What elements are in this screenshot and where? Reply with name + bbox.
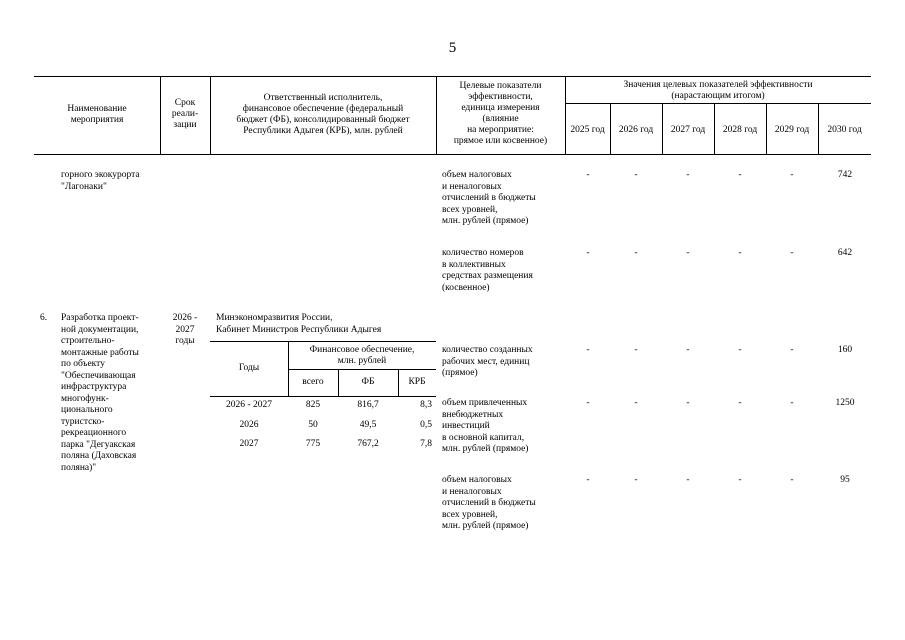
cont-name: горного экокурорта "Лагонаки" — [61, 170, 140, 192]
row6-number: 6. — [40, 313, 48, 323]
finance-col-fb: ФБ — [361, 377, 375, 387]
page-number: 5 — [448, 40, 457, 56]
header-year-2029: 2029 год — [774, 125, 810, 135]
row6-indicator-2: объем привлеченных внебюджетных инвестиций в основной капитал, млн. рублей (прямое) — [442, 398, 529, 454]
header-year-2028: 2028 год — [722, 125, 758, 135]
header-executor: Ответственный исполнитель, финансовое обеспечение (федеральный бюджет (ФБ), консолидированный бюджет Республики Адыгея (КРБ), млн. рублей — [236, 93, 410, 136]
row6-term: 2026 - 2027 годы — [172, 313, 198, 346]
row6-name: Разработка проект- ной документации, строительно- монтажные работы по объекту "Обеспечивающая инфраструктура многофунк- ционального туристско- рекреационного парка "Дегуакская поляна (Даховская поляна)" — [61, 313, 139, 473]
finance-col-krb: КРБ — [408, 377, 426, 387]
row6-indicator-1: количество созданных рабочих мест, единиц (прямое) — [442, 345, 533, 378]
row6-indicator-3: объем налоговых и неналоговых отчислений в бюджеты всех уровней, млн. рублей (прямое) — [442, 475, 536, 531]
finance-col-group: Финансовое обеспечение, млн. рублей — [309, 345, 415, 366]
header-indicators: Целевые показатели эффективности, единица измерения (влияние на мероприятие: прямое или косвенное) — [453, 81, 548, 146]
header-name: Наименование мероприятия — [67, 104, 127, 125]
finance-col-years: Годы — [238, 363, 260, 373]
header-term: Срок реали- зации — [171, 98, 199, 130]
header-year-2026: 2026 год — [618, 125, 654, 135]
header-year-2030: 2030 год — [827, 125, 862, 135]
cont-indicator-2: количество номеров в коллективных средствах размещения (косвенное) — [442, 248, 533, 293]
header-values-group: Значения целевых показателей эффективности (нарастающим итогом) — [623, 80, 813, 101]
header-year-2025: 2025 год — [570, 125, 605, 135]
row6-executor: Минэкономразвития России, Кабинет Министров Республики Адыгея — [216, 313, 382, 335]
cont-indicator-1: объем налоговых и неналоговых отчислений в бюджеты всех уровней, млн. рублей (прямое) — [442, 170, 536, 226]
header-year-2027: 2027 год — [670, 125, 706, 135]
finance-col-total: всего — [302, 377, 324, 387]
